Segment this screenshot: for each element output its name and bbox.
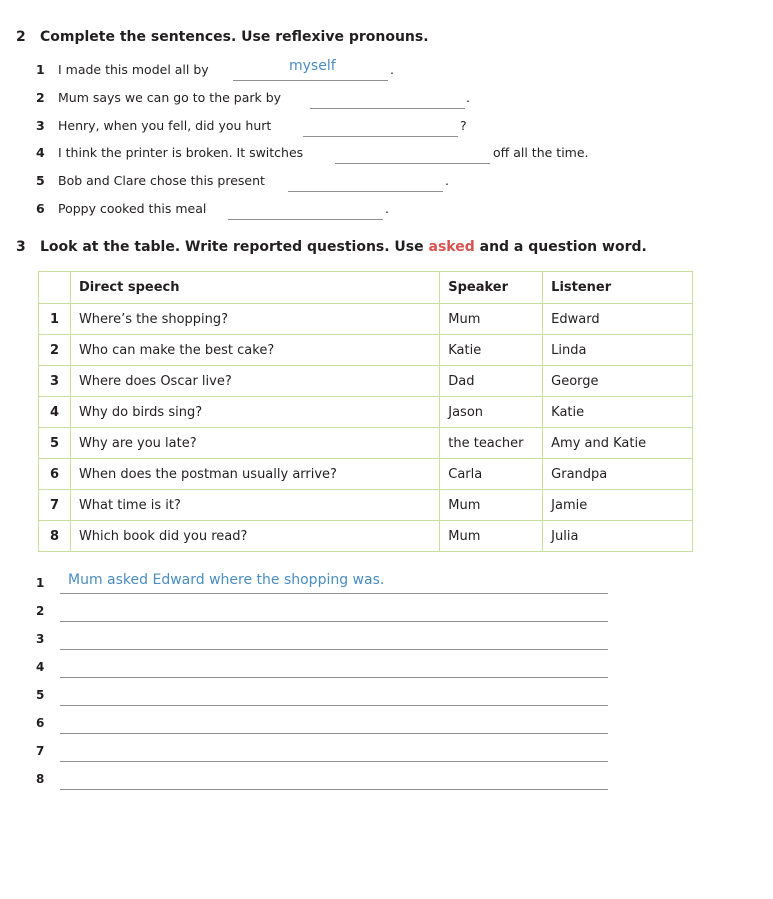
sentence-text: Mum says we can go to the park by [58, 90, 282, 105]
sentence-end: ? [460, 118, 467, 133]
speaker-cell: Mum [440, 490, 543, 521]
sentence-end: off all the time. [493, 145, 589, 160]
direct-speech-cell: Why do birds sing? [70, 397, 439, 428]
row-number: 3 [39, 366, 71, 397]
direct-speech-cell: What time is it? [70, 490, 439, 521]
table-row [39, 521, 693, 552]
row-number: 4 [39, 397, 71, 428]
answer-number: 6 [36, 716, 45, 730]
speaker-cell: Dad [440, 366, 543, 397]
direct-speech-cell: Where’s the shopping? [70, 304, 439, 335]
table-row [39, 366, 693, 397]
listener-cell: Linda [543, 335, 693, 366]
sentence-item [0, 201, 773, 219]
instruction-keyword: asked [428, 239, 475, 255]
answer-input-line[interactable] [60, 772, 608, 790]
sentence-end: . [390, 62, 394, 77]
sentence-text: I made this model all by [58, 62, 209, 77]
sentence-end: . [466, 90, 470, 105]
speaker-cell: Katie [440, 335, 543, 366]
answer-line [0, 572, 773, 596]
row-number: 2 [39, 335, 71, 366]
sentence-text: I think the printer is broken. It switches [58, 145, 304, 160]
exercise-3-number: 3 [16, 239, 26, 255]
answer-number: 5 [36, 688, 45, 702]
row-number: 8 [39, 521, 71, 552]
answer-line [0, 772, 773, 792]
answer-number: 1 [36, 576, 45, 590]
row-number: 5 [39, 428, 71, 459]
instruction-text: Look at the table. Write reported questions. Use [40, 239, 424, 255]
answer-number: 3 [36, 632, 45, 646]
header-listener: Listener [543, 272, 693, 304]
direct-speech-cell: Why are you late? [70, 428, 439, 459]
row-number: 1 [39, 304, 71, 335]
row-number: 6 [39, 459, 71, 490]
table-row [39, 490, 693, 521]
table-row [39, 335, 693, 366]
answer-line [0, 688, 773, 708]
speaker-cell: Mum [440, 521, 543, 552]
table-row [39, 459, 693, 490]
answer-line [0, 660, 773, 680]
answer-input-line[interactable] [60, 688, 608, 706]
answer-blank[interactable] [288, 173, 443, 192]
answer-line [0, 716, 773, 736]
sentence-end: . [385, 201, 389, 216]
handwritten-answer: myself [289, 58, 336, 74]
answer-number: 4 [36, 660, 45, 674]
answer-input-line[interactable] [60, 660, 608, 678]
table-row [39, 428, 693, 459]
speaker-cell: Mum [440, 304, 543, 335]
speaker-cell: the teacher [440, 428, 543, 459]
table-row [39, 304, 693, 335]
speaker-cell: Jason [440, 397, 543, 428]
listener-cell: Amy and Katie [543, 428, 693, 459]
direct-speech-cell: Which book did you read? [70, 521, 439, 552]
answer-line [0, 632, 773, 652]
answer-input-line[interactable] [60, 572, 608, 594]
row-number: 7 [39, 490, 71, 521]
answer-input-line[interactable] [60, 632, 608, 650]
answer-input-line[interactable] [60, 604, 608, 622]
sentence-end: . [445, 173, 449, 188]
listener-cell: Jamie [543, 490, 693, 521]
header-speaker: Speaker [440, 272, 543, 304]
sentence-item [0, 145, 773, 163]
answer-blank[interactable] [310, 90, 465, 109]
item-number: 4 [36, 145, 45, 160]
table-header-row [39, 272, 693, 304]
answer-line [0, 744, 773, 764]
listener-cell: George [543, 366, 693, 397]
sentence-item [0, 90, 773, 108]
handwritten-answer: Mum asked Edward where the shopping was. [68, 572, 385, 588]
instruction-text: and a question word. [479, 239, 647, 255]
listener-cell: Edward [543, 304, 693, 335]
speaker-cell: Carla [440, 459, 543, 490]
direct-speech-cell: Where does Oscar live? [70, 366, 439, 397]
answer-input-line[interactable] [60, 716, 608, 734]
sentence-item [0, 118, 773, 136]
answer-blank[interactable] [303, 118, 458, 137]
direct-speech-cell: Who can make the best cake? [70, 335, 439, 366]
exercise-2-number: 2 [16, 29, 26, 45]
listener-cell: Julia [543, 521, 693, 552]
listener-cell: Katie [543, 397, 693, 428]
direct-speech-cell: When does the postman usually arrive? [70, 459, 439, 490]
item-number: 1 [36, 62, 45, 77]
item-number: 3 [36, 118, 45, 133]
table-row [39, 397, 693, 428]
answer-blank[interactable] [233, 58, 388, 81]
sentence-item [0, 173, 773, 191]
answer-blank[interactable] [228, 201, 383, 220]
answer-number: 7 [36, 744, 45, 758]
speech-table [38, 271, 693, 552]
item-number: 6 [36, 201, 45, 216]
item-number: 5 [36, 173, 45, 188]
answer-number: 2 [36, 604, 45, 618]
sentence-text: Bob and Clare chose this present [58, 173, 265, 188]
header-direct-speech: Direct speech [70, 272, 439, 304]
answer-input-line[interactable] [60, 744, 608, 762]
item-number: 2 [36, 90, 45, 105]
listener-cell: Grandpa [543, 459, 693, 490]
answer-line [0, 604, 773, 624]
answer-number: 8 [36, 772, 45, 786]
exercise-2-instruction: Complete the sentences. Use reflexive pronouns. [40, 29, 429, 45]
sentence-text: Poppy cooked this meal [58, 201, 207, 216]
answer-blank[interactable] [335, 145, 490, 164]
header-number [39, 272, 71, 304]
exercise-3-instruction [40, 239, 647, 255]
sentence-item [0, 58, 773, 80]
sentence-text: Henry, when you fell, did you hurt [58, 118, 272, 133]
